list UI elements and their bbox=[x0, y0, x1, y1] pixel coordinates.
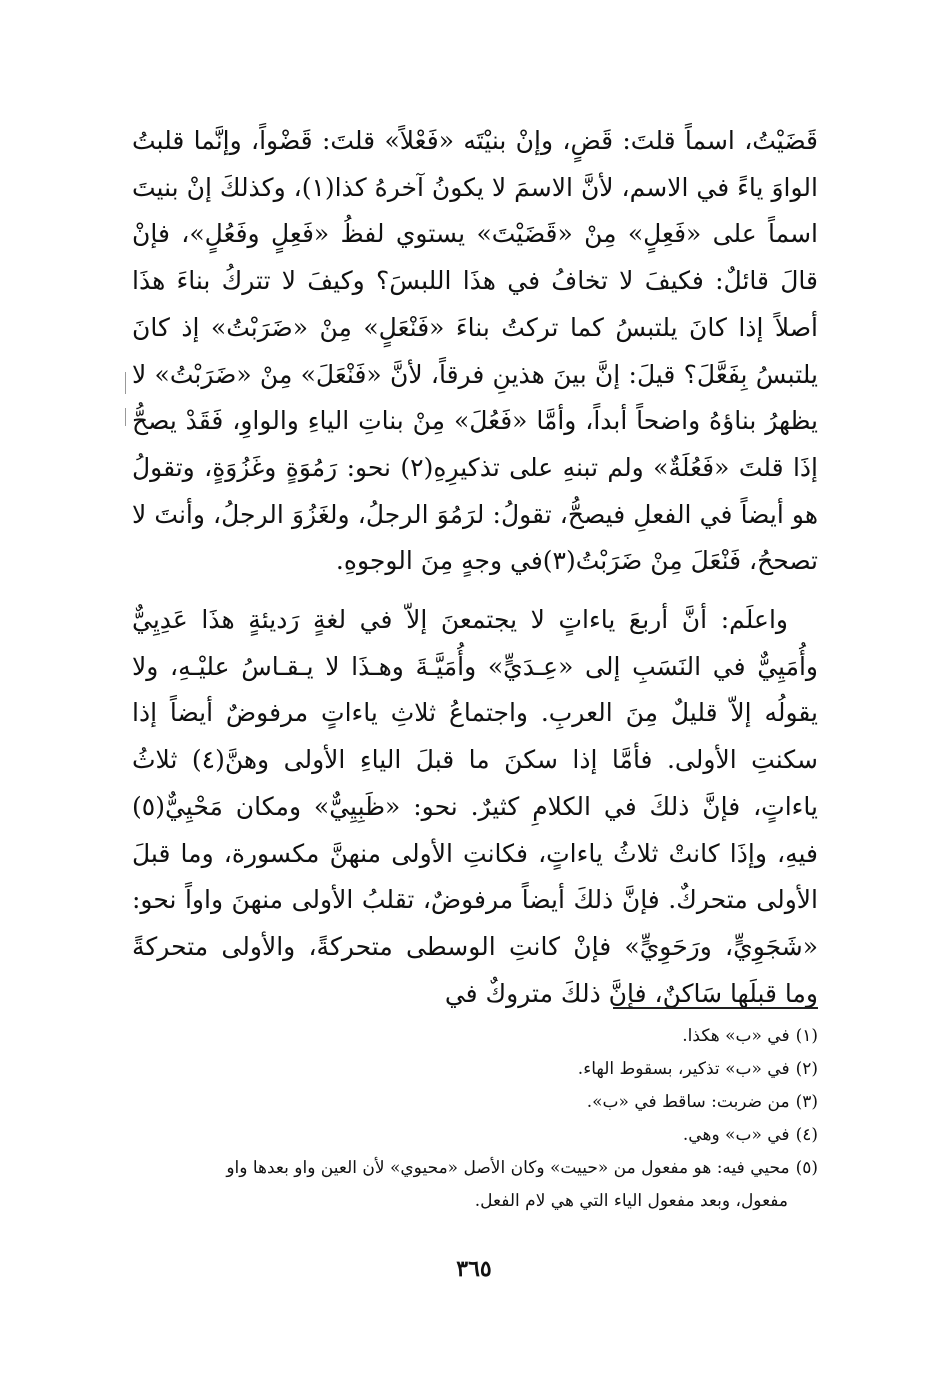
footnote bbox=[132, 1086, 818, 1119]
footnote-separator bbox=[613, 1007, 818, 1009]
footnote-number: (٣) bbox=[795, 1092, 818, 1112]
footnote bbox=[132, 1119, 818, 1152]
footnote-text: في «ب» وهي. bbox=[682, 1125, 790, 1145]
footnote-number: (٥) bbox=[795, 1158, 818, 1178]
margin-mark bbox=[125, 372, 126, 394]
footnotes-list bbox=[132, 1020, 818, 1218]
footnote-text: من ضربت: ساقط في «ب». bbox=[586, 1092, 790, 1112]
footnote bbox=[132, 1053, 818, 1086]
footnote-number: (٢) bbox=[795, 1059, 818, 1079]
page-number: ٣٦٥ bbox=[456, 1256, 492, 1282]
footnote-text: محيي فيه: هو مفعول من «حييت» وكان الأصل «محيوي» لأن العين واو بعدها واو bbox=[226, 1158, 790, 1178]
margin-mark bbox=[125, 408, 126, 426]
footnote-number: (١) bbox=[795, 1026, 818, 1046]
footnote-text: في «ب» هكذا. bbox=[682, 1026, 790, 1046]
footnote-continuation: مفعول، وبعد مفعول الياء التي هي لام الفعل. bbox=[474, 1191, 788, 1211]
footnote bbox=[132, 1020, 818, 1053]
paragraph: واعلَم: أنَّ أربعَ ياءاتٍ لا يجتمعنَ إلاّ في لغةٍ رَديئةٍ هذَا عَدِيِيٌّ وأُمَيِيٌّ في النَسَبِ إلى «عِـدَيٍّ» وأُمَيَّـةَ وهـذَا لا يـقـاسُ عليْـهِ، ولا يقولُه إلاّ قليلٌ مِنَ العربِ. واجتماعُ ثلاثِ ياءاتٍ مرفوضٌ أيضاً إذا سكنتِ الأولى. فأمَّا إذا سكنَ ما قبلَ الياءِ الأولى وهنَّ(٤) ثلاثُ ياءاتٍ، فإنَّ ذلكَ في الكلامِ كثيرٌ. نحو: «ظَبِيِيٌّ» ومكان مَحْيِيٌّ(٥) فيهِ، وإذَا كانتْ ثلاثُ ياءاتٍ، فكانتِ الأولى منهنَّ مكسورة، وما قبلَ الأولى متحركٌ. فإنَّ ذلكَ أيضاً مرفوضٌ، تقلبُ الأولى منهنَ واواً نحو: «شَجَوِيٍّ، ورَحَوِيٍّ» فإنْ كانتِ الوسطى متحركةً، والأولى متحركةً وما قبلَها سَاكنٌ، فإنَّ ذلكَ متروكٌ في bbox=[132, 605, 818, 1008]
paragraph: قَضَيْتُ، اسماً قلتَ: قَضٍ، وإنْ بنيْتَه «فَعْلاً» قلتَ: قَضْواً، وإنَّما قلبتُ الواوَ ياءً في الاسم، لأنَّ الاسمَ لا يكونُ آخرهُ كذا(١)، وكذلكَ إنْ بنيتَ اسماً على «فَعِلٍ» مِنْ «قَضَيْتَ» يستوي لفظُ «فَعِلٍ وفَعُلٍ»، فإنْ قالَ قائلٌ: فكيفَ لا تخافُ في هذَا اللبسَ؟ وكيفَ لا تتركُ بناءَ هذَا أصلاً إذا كانَ يلتبسُ كما تركتُ بناءَ «فَنْعَلٍ» مِنْ «ضَرَبْتُ» إذ كانَ يلتبسُ بِفَعَّلَ؟ قيلَ: إنَّ بينَ هذينِ فرقاً، لأنَّ «فَنْعَلَ» مِنْ «ضَرَبْتُ» لا يظهرُ بناؤهُ واضحاً أبداً، وأمَّا «فَعُلَ» مِنْ بناتِ الياءِ والواوِ، فَقَدْ يصحُّ إذَا قلتَ «فَعُلَةٌ» ولم تبنهِ على تذكيرِهِ(٢) نحو: رَمُوَةٍ وغَزُوَةٍ، وتقولُ هو أيضاً في الفعلِ فيصحُّ، تقولُ: لرَمُوَ الرجلُ، ولغَزُوَ الرجلُ، وأنتَ لا تصححُ، فَنْعَلَ مِنْ ضَرَبْتُ(٣)في وجهٍ مِنَ الوجوهِ. bbox=[132, 126, 819, 576]
footnote-number: (٤) bbox=[795, 1125, 818, 1145]
footnote bbox=[132, 1152, 818, 1218]
main-text bbox=[132, 118, 818, 1017]
footnote-text: في «ب» تذكير، بسقوط الهاء. bbox=[577, 1059, 790, 1079]
